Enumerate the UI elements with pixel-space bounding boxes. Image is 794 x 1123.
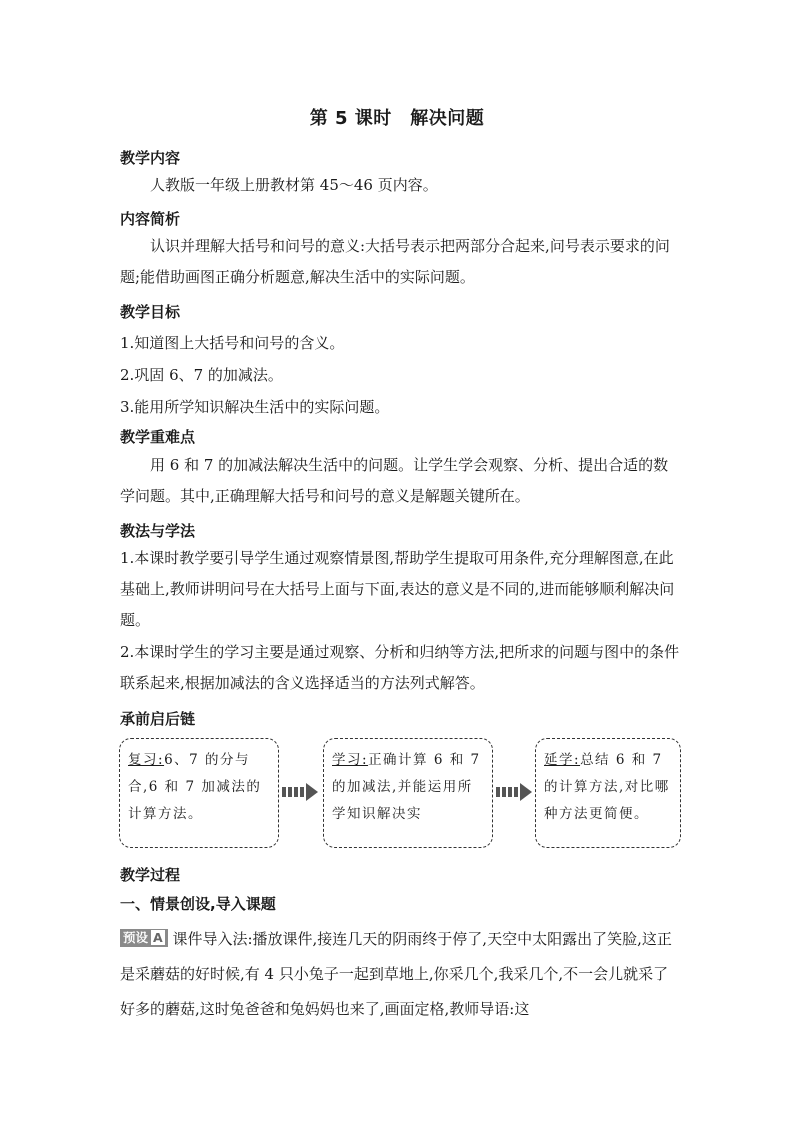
section-1-heading: 一、情景创设,导入课题 bbox=[120, 895, 276, 913]
chain-box-extend-text: 总结 6 和 7 的计算方法,对比哪种方法更简便。 bbox=[544, 752, 670, 822]
chain-box-review bbox=[119, 738, 279, 848]
preset-tag-text: 预设 bbox=[123, 930, 149, 945]
chain-box-learn-text: 正确计算 6 和 7 的加减法,并能运用所学知识解决实 bbox=[332, 752, 481, 822]
process-intro-text bbox=[120, 922, 680, 1027]
chain-arrow-2-icon bbox=[496, 783, 536, 801]
method-item-2: 2.本课时学生的学习主要是通过观察、分析和归纳等方法,把所求的问题与图中的条件联系起来,根据加减法的含义选择适当的方法列式解答。 bbox=[120, 643, 680, 692]
heading-teaching-content: 教学内容 bbox=[120, 149, 181, 167]
chain-box-extend bbox=[535, 738, 681, 848]
preset-tag-letter: A bbox=[153, 930, 163, 945]
heading-process: 教学过程 bbox=[120, 866, 181, 884]
chain-box-learn-label: 学习: bbox=[332, 752, 369, 768]
process-intro-body: 课件导入法:播放课件,接连几天的阴雨终于停了,天空中太阳露出了笑脸,这正是采蘑菇的好时候,有 4 只小兔子一起到草地上,你采几个,我采几个,不一会儿就采了好多的蘑菇,这时兔爸爸和兔妈妈也来了,画面定格,教师导语:这 bbox=[120, 930, 672, 1018]
heading-content-analysis: 内容简析 bbox=[120, 210, 181, 228]
preset-tag bbox=[120, 929, 168, 947]
chain-arrow-1-icon bbox=[282, 783, 322, 801]
heading-methods: 教法与学法 bbox=[120, 522, 196, 540]
content-analysis-text: 认识并理解大括号和问号的意义:大括号表示把两部分合起来,问号表示要求的问题;能借助画图正确分析题意,解决生活中的实际问题。 bbox=[120, 237, 670, 286]
goal-item-2: 2.巩固 6、7 的加减法。 bbox=[120, 366, 283, 384]
heading-chain: 承前启后链 bbox=[120, 710, 196, 728]
chain-box-extend-label: 延学: bbox=[544, 752, 581, 768]
method-item-1: 1.本课时教学要引导学生通过观察情景图,帮助学生提取可用条件,充分理解图意,在此基础上,教师讲明问号在大括号上面与下面,表达的意义是不同的,进而能够顺利解决问题。 bbox=[120, 549, 675, 629]
goal-item-1: 1.知道图上大括号和问号的含义。 bbox=[120, 334, 345, 352]
key-points-text: 用 6 和 7 的加减法解决生活中的问题。让学生学会观察、分析、提出合适的数学问题。其中,正确理解大括号和问号的意义是解题关键所在。 bbox=[120, 456, 669, 505]
goal-item-3: 3.能用所学知识解决生活中的实际问题。 bbox=[120, 398, 390, 416]
chain-box-learn bbox=[323, 738, 493, 848]
chain-box-review-text: 6、7 的分与合,6 和 7 加减法的计算方法。 bbox=[128, 752, 262, 822]
teaching-content-text: 人教版一年级上册教材第 45～46 页内容。 bbox=[150, 176, 438, 194]
heading-goals: 教学目标 bbox=[120, 303, 181, 321]
page-title: 第 5 课时 解决问题 bbox=[309, 108, 485, 129]
chain-box-review-label: 复习: bbox=[128, 752, 165, 768]
heading-key-points: 教学重难点 bbox=[120, 428, 196, 446]
